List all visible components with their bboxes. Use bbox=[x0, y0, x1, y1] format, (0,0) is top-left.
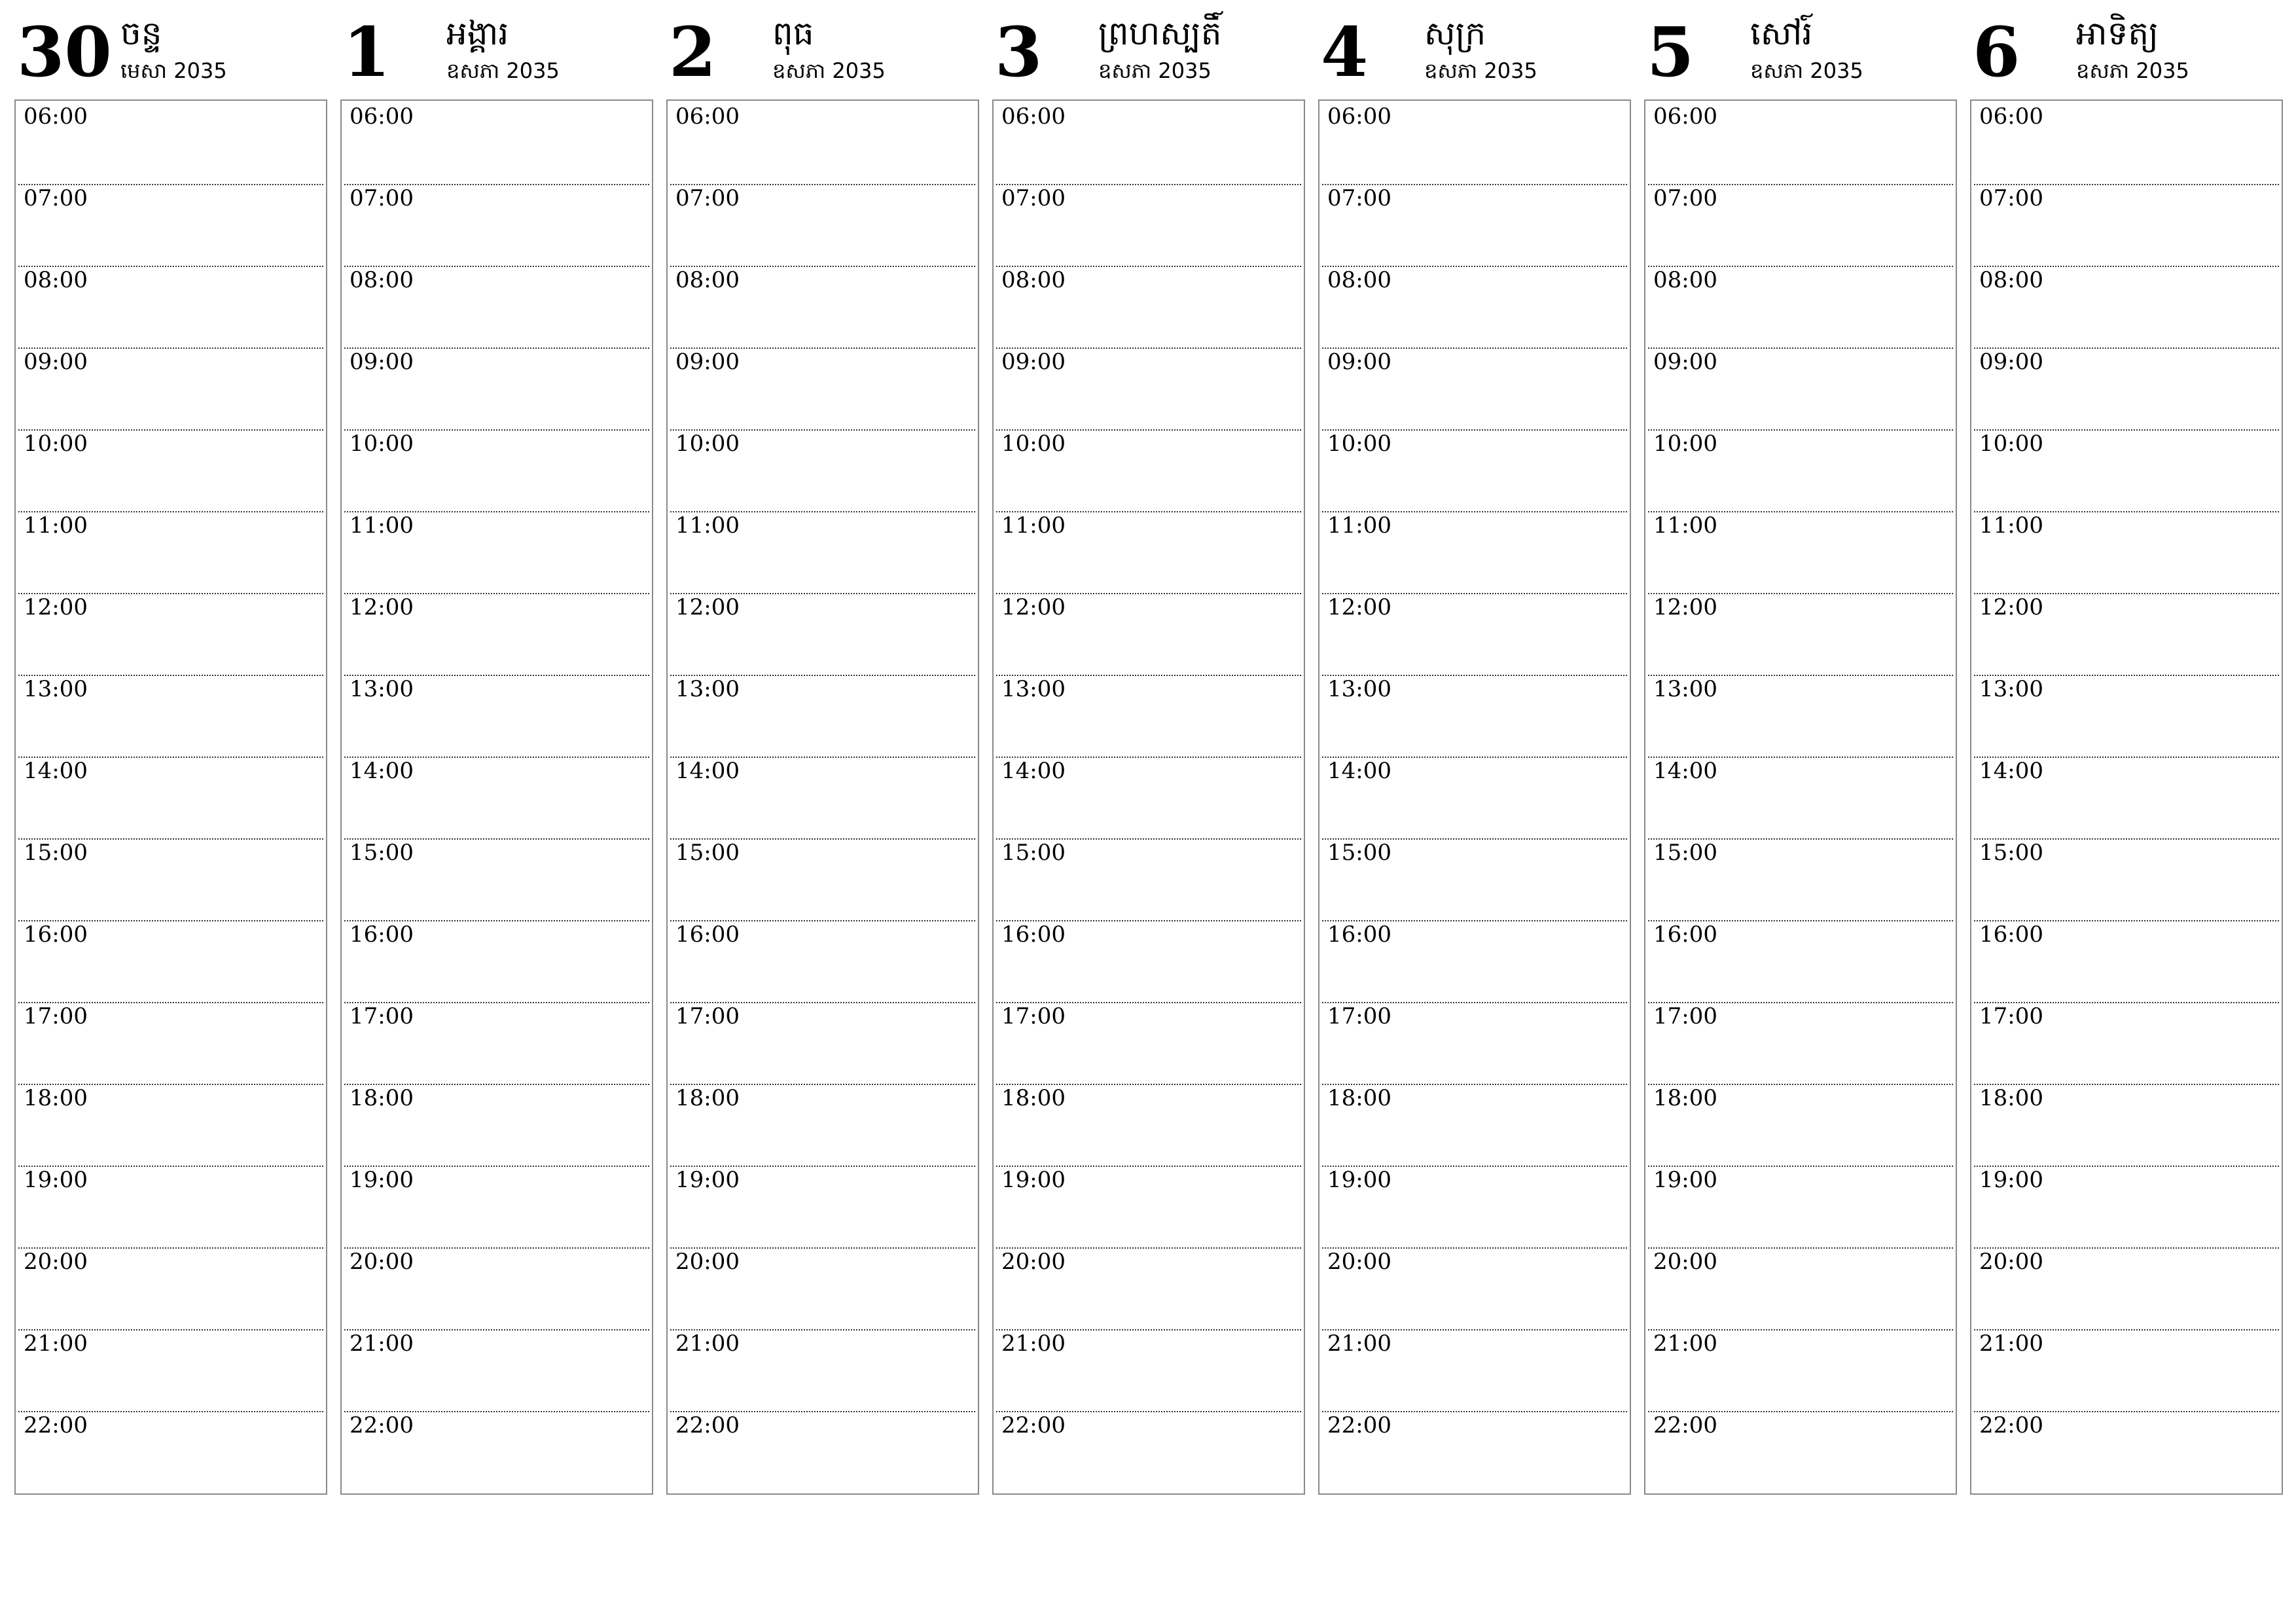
time-slot[interactable] bbox=[1974, 348, 2279, 429]
time-slot[interactable] bbox=[1322, 348, 1627, 429]
slot-time-label: 13:00 bbox=[1979, 676, 2043, 702]
slot-time-label: 21:00 bbox=[675, 1330, 740, 1357]
day-schedule-box bbox=[14, 99, 327, 1495]
slot-time-label: 11:00 bbox=[1653, 512, 1717, 539]
slot-time-label: 08:00 bbox=[675, 267, 740, 293]
slot-time-label: 17:00 bbox=[1653, 1003, 1717, 1029]
slot-time-label: 22:00 bbox=[350, 1412, 414, 1438]
slot-time-label: 18:00 bbox=[350, 1085, 414, 1111]
slot-time-label: 20:00 bbox=[1001, 1249, 1066, 1275]
slot-time-label: 22:00 bbox=[1001, 1412, 1066, 1438]
day-name: អាទិត្យ bbox=[2076, 14, 2159, 52]
slot-time-label: 20:00 bbox=[675, 1249, 740, 1275]
time-slot[interactable] bbox=[1322, 1329, 1627, 1411]
time-slot[interactable] bbox=[18, 1166, 323, 1247]
month-year: ឧសភា 2035 bbox=[446, 58, 560, 83]
time-slot[interactable] bbox=[1648, 1411, 1953, 1493]
slot-time-label: 10:00 bbox=[1653, 431, 1717, 457]
slot-time-label: 20:00 bbox=[1327, 1249, 1391, 1275]
day-name: ព្រហស្បតិ៍ bbox=[1098, 14, 1222, 52]
day-number: 4 bbox=[1321, 12, 1369, 92]
time-slot[interactable] bbox=[1322, 1166, 1627, 1247]
time-slot[interactable] bbox=[1974, 184, 2279, 266]
time-slot[interactable] bbox=[1322, 838, 1627, 920]
time-slot[interactable] bbox=[344, 757, 649, 838]
slot-time-label: 11:00 bbox=[1979, 512, 2043, 539]
time-slot[interactable] bbox=[996, 511, 1301, 593]
time-slot[interactable] bbox=[1974, 1247, 2279, 1329]
time-slot[interactable] bbox=[344, 429, 649, 511]
time-slot[interactable] bbox=[996, 266, 1301, 348]
time-slot[interactable] bbox=[670, 838, 975, 920]
slot-time-label: 16:00 bbox=[350, 921, 414, 948]
time-slot[interactable] bbox=[1322, 266, 1627, 348]
slot-time-label: 17:00 bbox=[1001, 1003, 1066, 1029]
slot-time-label: 12:00 bbox=[350, 594, 414, 620]
time-slot[interactable] bbox=[344, 838, 649, 920]
slot-time-label: 17:00 bbox=[350, 1003, 414, 1029]
time-slot[interactable] bbox=[18, 511, 323, 593]
day-header bbox=[1644, 13, 1957, 98]
time-slot[interactable] bbox=[670, 1247, 975, 1329]
time-slot[interactable] bbox=[1648, 920, 1953, 1002]
slot-time-label: 13:00 bbox=[675, 676, 740, 702]
time-slot[interactable] bbox=[1974, 1166, 2279, 1247]
time-slot[interactable] bbox=[18, 593, 323, 675]
time-slot[interactable] bbox=[1322, 184, 1627, 266]
slot-time-label: 15:00 bbox=[1001, 840, 1066, 866]
slot-time-label: 15:00 bbox=[675, 840, 740, 866]
slot-time-label: 17:00 bbox=[675, 1003, 740, 1029]
time-slot[interactable] bbox=[18, 1247, 323, 1329]
time-slot[interactable] bbox=[996, 1247, 1301, 1329]
slot-time-label: 10:00 bbox=[350, 431, 414, 457]
slot-time-label: 11:00 bbox=[675, 512, 740, 539]
time-slot[interactable] bbox=[670, 266, 975, 348]
slot-time-label: 07:00 bbox=[1653, 185, 1717, 211]
day-schedule-box bbox=[666, 99, 979, 1495]
time-slot[interactable] bbox=[670, 102, 975, 184]
time-slot[interactable] bbox=[18, 757, 323, 838]
slot-time-label: 21:00 bbox=[24, 1330, 88, 1357]
time-slot[interactable] bbox=[344, 1247, 649, 1329]
slot-time-label: 19:00 bbox=[675, 1167, 740, 1193]
slot-time-label: 10:00 bbox=[24, 431, 88, 457]
time-slot[interactable] bbox=[1974, 102, 2279, 184]
slot-time-label: 13:00 bbox=[24, 676, 88, 702]
day-header bbox=[666, 13, 979, 98]
slot-time-label: 13:00 bbox=[1327, 676, 1391, 702]
month-year: ឧសភា 2035 bbox=[772, 58, 886, 83]
slot-time-label: 20:00 bbox=[24, 1249, 88, 1275]
slot-time-label: 20:00 bbox=[350, 1249, 414, 1275]
slot-time-label: 14:00 bbox=[675, 758, 740, 784]
slot-time-label: 08:00 bbox=[1979, 267, 2043, 293]
time-slot[interactable] bbox=[1974, 1084, 2279, 1166]
day-number: 5 bbox=[1647, 12, 1695, 92]
slot-time-label: 12:00 bbox=[1001, 594, 1066, 620]
slot-time-label: 18:00 bbox=[1327, 1085, 1391, 1111]
time-slot[interactable] bbox=[996, 184, 1301, 266]
slot-time-label: 06:00 bbox=[1327, 103, 1391, 130]
time-slot[interactable] bbox=[670, 511, 975, 593]
slot-time-label: 09:00 bbox=[1979, 349, 2043, 375]
day-number: 2 bbox=[669, 12, 717, 92]
time-slot[interactable] bbox=[1648, 184, 1953, 266]
time-slot[interactable] bbox=[1974, 920, 2279, 1002]
time-slot[interactable] bbox=[1322, 102, 1627, 184]
time-slot[interactable] bbox=[1974, 675, 2279, 757]
day-schedule-box bbox=[1318, 99, 1631, 1495]
time-slot[interactable] bbox=[996, 675, 1301, 757]
day-number: 1 bbox=[343, 12, 391, 92]
time-slot[interactable] bbox=[1648, 757, 1953, 838]
time-slot[interactable] bbox=[670, 920, 975, 1002]
slot-time-label: 21:00 bbox=[1979, 1330, 2043, 1357]
time-slot[interactable] bbox=[1648, 1329, 1953, 1411]
time-slot[interactable] bbox=[344, 102, 649, 184]
day-header bbox=[992, 13, 1305, 98]
time-slot[interactable] bbox=[1648, 675, 1953, 757]
slot-time-label: 16:00 bbox=[1653, 921, 1717, 948]
slot-time-label: 12:00 bbox=[1979, 594, 2043, 620]
slot-time-label: 08:00 bbox=[24, 267, 88, 293]
time-slot[interactable] bbox=[1648, 429, 1953, 511]
day-number: 30 bbox=[17, 12, 112, 92]
slot-time-label: 12:00 bbox=[675, 594, 740, 620]
time-slot[interactable] bbox=[996, 593, 1301, 675]
time-slot[interactable] bbox=[344, 920, 649, 1002]
time-slot[interactable] bbox=[1322, 1247, 1627, 1329]
time-slot[interactable] bbox=[670, 1002, 975, 1084]
slot-time-label: 07:00 bbox=[1001, 185, 1066, 211]
slot-time-label: 06:00 bbox=[1979, 103, 2043, 130]
month-year: មេសា 2035 bbox=[120, 58, 227, 83]
day-name: ពុធ bbox=[772, 14, 814, 52]
time-slot[interactable] bbox=[996, 1002, 1301, 1084]
time-slot[interactable] bbox=[344, 1329, 649, 1411]
slot-time-label: 21:00 bbox=[1327, 1330, 1391, 1357]
time-slot[interactable] bbox=[18, 675, 323, 757]
slot-time-label: 19:00 bbox=[350, 1167, 414, 1193]
slot-time-label: 11:00 bbox=[24, 512, 88, 539]
time-slot[interactable] bbox=[1648, 1002, 1953, 1084]
time-slot[interactable] bbox=[344, 184, 649, 266]
slot-time-label: 16:00 bbox=[675, 921, 740, 948]
time-slot[interactable] bbox=[18, 1329, 323, 1411]
slot-time-label: 15:00 bbox=[1653, 840, 1717, 866]
slot-time-label: 07:00 bbox=[1327, 185, 1391, 211]
day-number: 3 bbox=[995, 12, 1043, 92]
slot-time-label: 22:00 bbox=[1653, 1412, 1717, 1438]
slot-time-label: 18:00 bbox=[24, 1085, 88, 1111]
slot-time-label: 17:00 bbox=[24, 1003, 88, 1029]
slot-time-label: 22:00 bbox=[1979, 1412, 2043, 1438]
day-schedule-box bbox=[992, 99, 1305, 1495]
slot-time-label: 19:00 bbox=[1653, 1167, 1717, 1193]
slot-time-label: 06:00 bbox=[675, 103, 740, 130]
slot-time-label: 14:00 bbox=[350, 758, 414, 784]
slot-time-label: 18:00 bbox=[675, 1085, 740, 1111]
time-slot[interactable] bbox=[1648, 1084, 1953, 1166]
day-number: 6 bbox=[1973, 12, 2020, 92]
slot-time-label: 22:00 bbox=[24, 1412, 88, 1438]
slot-time-label: 09:00 bbox=[350, 349, 414, 375]
slot-time-label: 17:00 bbox=[1327, 1003, 1391, 1029]
time-slot[interactable] bbox=[1322, 429, 1627, 511]
time-slot[interactable] bbox=[670, 1411, 975, 1493]
time-slot[interactable] bbox=[18, 102, 323, 184]
time-slot[interactable] bbox=[1322, 593, 1627, 675]
slot-time-label: 12:00 bbox=[1327, 594, 1391, 620]
time-slot[interactable] bbox=[1974, 1002, 2279, 1084]
time-slot[interactable] bbox=[670, 593, 975, 675]
weekly-planner bbox=[14, 13, 2288, 1499]
time-slot[interactable] bbox=[1974, 1411, 2279, 1493]
time-slot[interactable] bbox=[996, 348, 1301, 429]
slot-time-label: 07:00 bbox=[675, 185, 740, 211]
slot-time-label: 15:00 bbox=[350, 840, 414, 866]
day-name: អង្គារ bbox=[446, 14, 509, 52]
slot-time-label: 15:00 bbox=[1327, 840, 1391, 866]
time-slot[interactable] bbox=[670, 1329, 975, 1411]
time-slot[interactable] bbox=[18, 1411, 323, 1493]
day-schedule-box bbox=[1970, 99, 2283, 1495]
time-slot[interactable] bbox=[1648, 1166, 1953, 1247]
month-year: ឧសភា 2035 bbox=[1424, 58, 1537, 83]
day-column bbox=[1318, 13, 1631, 1499]
day-column bbox=[1644, 13, 1957, 1499]
time-slot[interactable] bbox=[1648, 511, 1953, 593]
time-slot[interactable] bbox=[1974, 757, 2279, 838]
slot-time-label: 16:00 bbox=[1979, 921, 2043, 948]
slot-time-label: 10:00 bbox=[1001, 431, 1066, 457]
slot-time-label: 14:00 bbox=[1001, 758, 1066, 784]
slot-time-label: 18:00 bbox=[1979, 1085, 2043, 1111]
time-slot[interactable] bbox=[1648, 593, 1953, 675]
slot-time-label: 07:00 bbox=[1979, 185, 2043, 211]
slot-time-label: 21:00 bbox=[1653, 1330, 1717, 1357]
slot-time-label: 07:00 bbox=[24, 185, 88, 211]
day-header bbox=[1318, 13, 1631, 98]
time-slot[interactable] bbox=[18, 266, 323, 348]
time-slot[interactable] bbox=[1322, 511, 1627, 593]
time-slot[interactable] bbox=[1322, 675, 1627, 757]
slot-time-label: 18:00 bbox=[1001, 1085, 1066, 1111]
slot-time-label: 17:00 bbox=[1979, 1003, 2043, 1029]
slot-time-label: 19:00 bbox=[1001, 1167, 1066, 1193]
slot-time-label: 09:00 bbox=[1001, 349, 1066, 375]
slot-time-label: 22:00 bbox=[1327, 1412, 1391, 1438]
time-slot[interactable] bbox=[18, 429, 323, 511]
slot-time-label: 15:00 bbox=[1979, 840, 2043, 866]
time-slot[interactable] bbox=[1648, 838, 1953, 920]
slot-time-label: 11:00 bbox=[1001, 512, 1066, 539]
slot-time-label: 19:00 bbox=[1979, 1167, 2043, 1193]
time-slot[interactable] bbox=[1648, 348, 1953, 429]
time-slot[interactable] bbox=[18, 348, 323, 429]
day-column bbox=[340, 13, 653, 1499]
day-column bbox=[1970, 13, 2283, 1499]
time-slot[interactable] bbox=[344, 675, 649, 757]
slot-time-label: 20:00 bbox=[1653, 1249, 1717, 1275]
day-column bbox=[14, 13, 327, 1499]
slot-time-label: 10:00 bbox=[1979, 431, 2043, 457]
time-slot[interactable] bbox=[1648, 102, 1953, 184]
slot-time-label: 13:00 bbox=[1001, 676, 1066, 702]
time-slot[interactable] bbox=[1974, 511, 2279, 593]
slot-time-label: 09:00 bbox=[24, 349, 88, 375]
time-slot[interactable] bbox=[1974, 429, 2279, 511]
slot-time-label: 10:00 bbox=[1327, 431, 1391, 457]
time-slot[interactable] bbox=[670, 1166, 975, 1247]
time-slot[interactable] bbox=[996, 757, 1301, 838]
time-slot[interactable] bbox=[18, 184, 323, 266]
time-slot[interactable] bbox=[670, 184, 975, 266]
time-slot[interactable] bbox=[1974, 1329, 2279, 1411]
slot-time-label: 12:00 bbox=[24, 594, 88, 620]
day-column bbox=[992, 13, 1305, 1499]
month-year: ឧសភា 2035 bbox=[2076, 58, 2189, 83]
day-header bbox=[14, 13, 327, 98]
slot-time-label: 22:00 bbox=[675, 1412, 740, 1438]
time-slot[interactable] bbox=[996, 1084, 1301, 1166]
time-slot[interactable] bbox=[344, 1002, 649, 1084]
time-slot[interactable] bbox=[344, 1084, 649, 1166]
slot-time-label: 09:00 bbox=[1653, 349, 1717, 375]
time-slot[interactable] bbox=[996, 1329, 1301, 1411]
slot-time-label: 08:00 bbox=[350, 267, 414, 293]
time-slot[interactable] bbox=[1322, 920, 1627, 1002]
slot-time-label: 10:00 bbox=[675, 431, 740, 457]
slot-time-label: 19:00 bbox=[1327, 1167, 1391, 1193]
slot-time-label: 19:00 bbox=[24, 1167, 88, 1193]
time-slot[interactable] bbox=[996, 429, 1301, 511]
slot-time-label: 08:00 bbox=[1653, 267, 1717, 293]
slot-time-label: 13:00 bbox=[350, 676, 414, 702]
slot-time-label: 14:00 bbox=[1979, 758, 2043, 784]
slot-time-label: 06:00 bbox=[1653, 103, 1717, 130]
time-slot[interactable] bbox=[1322, 1002, 1627, 1084]
slot-time-label: 11:00 bbox=[1327, 512, 1391, 539]
time-slot[interactable] bbox=[996, 920, 1301, 1002]
time-slot[interactable] bbox=[670, 1084, 975, 1166]
time-slot[interactable] bbox=[1648, 1247, 1953, 1329]
slot-time-label: 14:00 bbox=[1653, 758, 1717, 784]
day-name: សៅរ៍ bbox=[1750, 14, 1813, 52]
slot-time-label: 21:00 bbox=[1001, 1330, 1066, 1357]
slot-time-label: 15:00 bbox=[24, 840, 88, 866]
slot-time-label: 07:00 bbox=[350, 185, 414, 211]
day-header bbox=[1970, 13, 2283, 98]
time-slot[interactable] bbox=[344, 593, 649, 675]
time-slot[interactable] bbox=[344, 348, 649, 429]
day-column bbox=[666, 13, 979, 1499]
time-slot[interactable] bbox=[670, 675, 975, 757]
slot-time-label: 16:00 bbox=[1327, 921, 1391, 948]
slot-time-label: 09:00 bbox=[1327, 349, 1391, 375]
time-slot[interactable] bbox=[344, 266, 649, 348]
month-year: ឧសភា 2035 bbox=[1098, 58, 1211, 83]
time-slot[interactable] bbox=[996, 1411, 1301, 1493]
time-slot[interactable] bbox=[18, 920, 323, 1002]
slot-time-label: 12:00 bbox=[1653, 594, 1717, 620]
slot-time-label: 09:00 bbox=[675, 349, 740, 375]
time-slot[interactable] bbox=[344, 1411, 649, 1493]
time-slot[interactable] bbox=[18, 1002, 323, 1084]
slot-time-label: 06:00 bbox=[1001, 103, 1066, 130]
time-slot[interactable] bbox=[1974, 593, 2279, 675]
day-schedule-box bbox=[340, 99, 653, 1495]
day-name: សុក្រ bbox=[1424, 14, 1486, 52]
time-slot[interactable] bbox=[1322, 1084, 1627, 1166]
time-slot[interactable] bbox=[1322, 757, 1627, 838]
time-slot[interactable] bbox=[18, 1084, 323, 1166]
slot-time-label: 14:00 bbox=[24, 758, 88, 784]
slot-time-label: 06:00 bbox=[350, 103, 414, 130]
slot-time-label: 14:00 bbox=[1327, 758, 1391, 784]
time-slot[interactable] bbox=[1974, 266, 2279, 348]
day-schedule-box bbox=[1644, 99, 1957, 1495]
time-slot[interactable] bbox=[18, 838, 323, 920]
time-slot[interactable] bbox=[344, 1166, 649, 1247]
slot-time-label: 16:00 bbox=[24, 921, 88, 948]
slot-time-label: 13:00 bbox=[1653, 676, 1717, 702]
time-slot[interactable] bbox=[996, 102, 1301, 184]
time-slot[interactable] bbox=[996, 1166, 1301, 1247]
time-slot[interactable] bbox=[670, 429, 975, 511]
time-slot[interactable] bbox=[344, 511, 649, 593]
time-slot[interactable] bbox=[1322, 1411, 1627, 1493]
day-name: ចន្ទ bbox=[120, 14, 162, 52]
slot-time-label: 16:00 bbox=[1001, 921, 1066, 948]
time-slot[interactable] bbox=[670, 348, 975, 429]
time-slot[interactable] bbox=[1648, 266, 1953, 348]
slot-time-label: 08:00 bbox=[1327, 267, 1391, 293]
time-slot[interactable] bbox=[670, 757, 975, 838]
time-slot[interactable] bbox=[1974, 838, 2279, 920]
slot-time-label: 11:00 bbox=[350, 512, 414, 539]
slot-time-label: 21:00 bbox=[350, 1330, 414, 1357]
day-header bbox=[340, 13, 653, 98]
slot-time-label: 20:00 bbox=[1979, 1249, 2043, 1275]
slot-time-label: 06:00 bbox=[24, 103, 88, 130]
month-year: ឧសភា 2035 bbox=[1750, 58, 1863, 83]
slot-time-label: 18:00 bbox=[1653, 1085, 1717, 1111]
time-slot[interactable] bbox=[996, 838, 1301, 920]
slot-time-label: 08:00 bbox=[1001, 267, 1066, 293]
